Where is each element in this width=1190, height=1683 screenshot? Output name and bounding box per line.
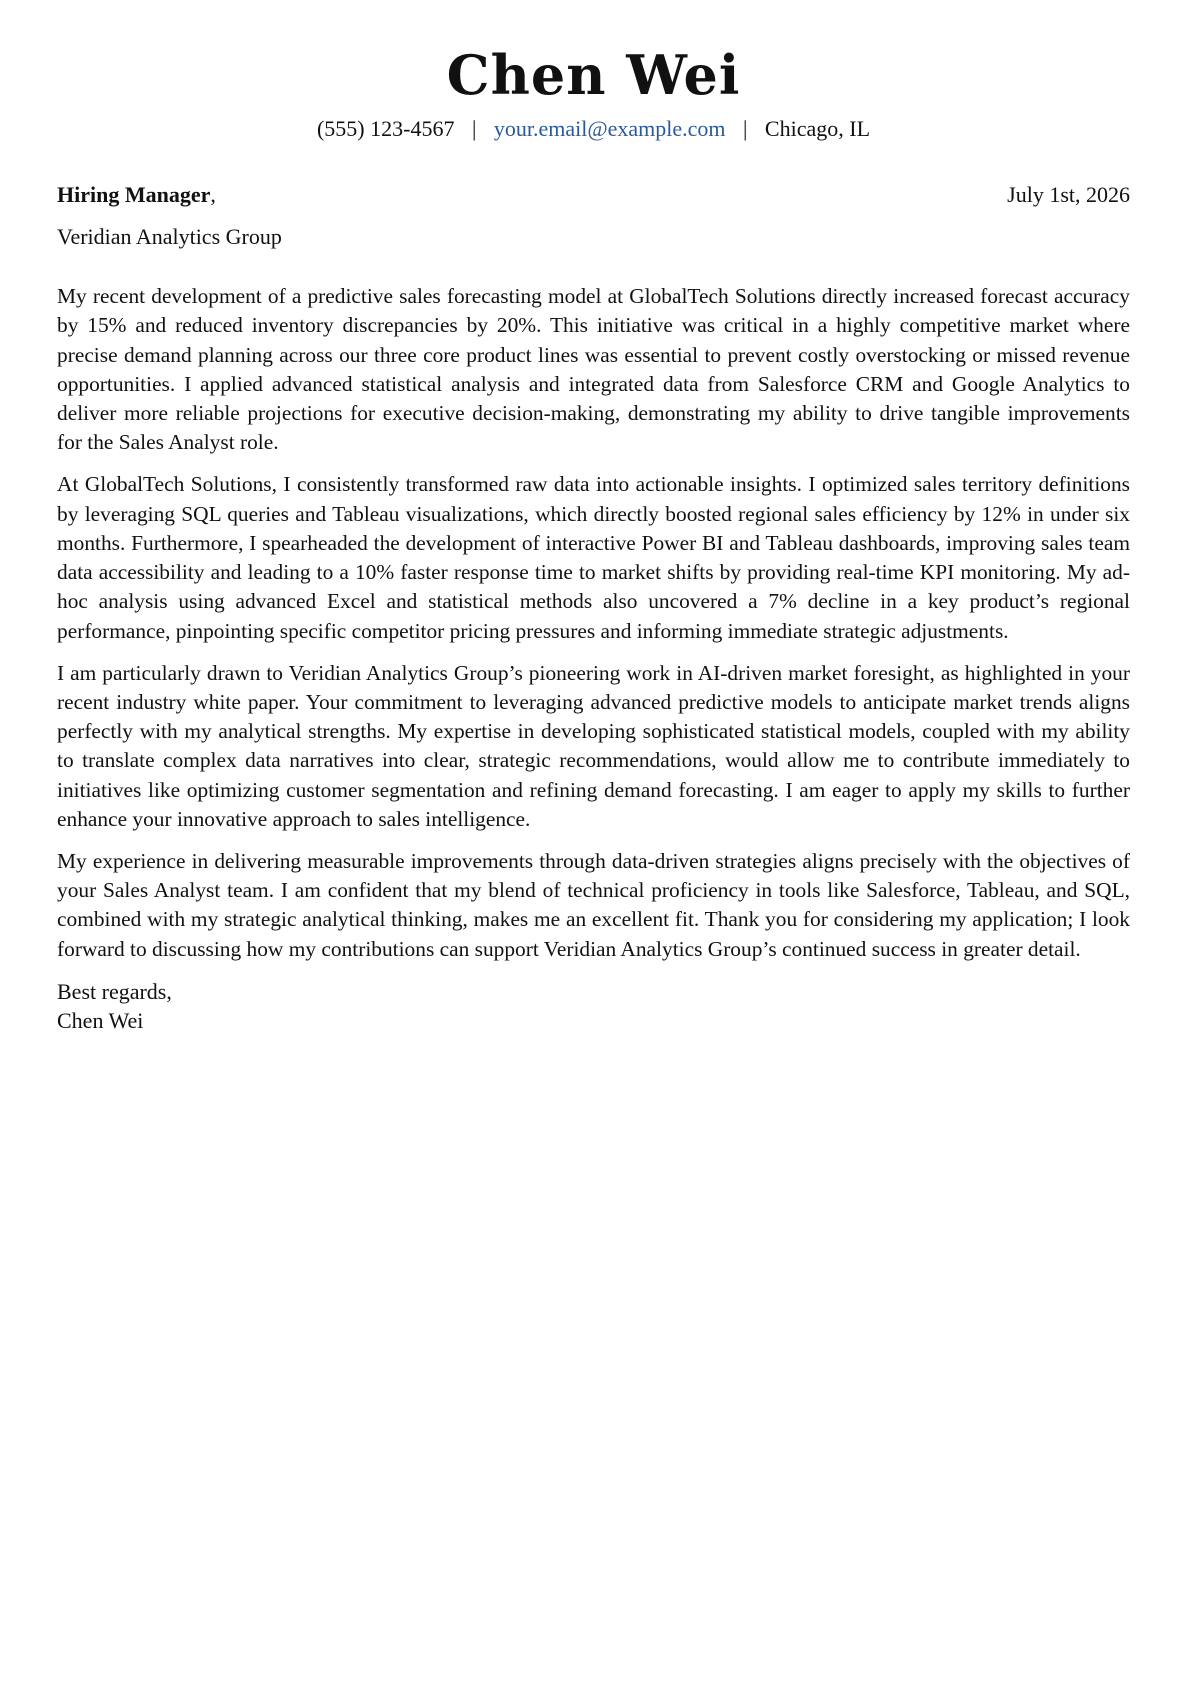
cover-letter-page bbox=[57, 40, 1130, 1035]
recipient-comma: , bbox=[210, 182, 216, 207]
recipient-row bbox=[57, 180, 1130, 210]
body-paragraph: At GlobalTech Solutions, I consistently transformed raw data into actionable insights. I optimized sales territory definitions by leveraging SQL queries and Tableau visualizations, which directly boosted regional sales efficiency by 12% in under six months. Furthermore, I spearheaded the development of interactive Power BI and Tableau dashboards, improving sales team data accessibility and leading to a 10% faster response time to market shifts by providing real-time KPI monitoring. My ad-hoc analysis using advanced Excel and statistical methods also uncovered a 7% decline in a key product’s regional performance, pinpointing specific competitor pricing pressures and informing immediate strategic adjustments. bbox=[57, 472, 1130, 643]
letter-date: July 1st, 2026 bbox=[1007, 182, 1130, 207]
recipient-company: Veridian Analytics Group bbox=[57, 224, 282, 249]
contact-separator: | bbox=[743, 116, 748, 141]
letter-body bbox=[57, 282, 1130, 964]
body-paragraph: My recent development of a predictive sales forecasting model at GlobalTech Solutions directly increased forecast accuracy by 15% and reduced inventory discrepancies by 20%. This initiative was critical in a highly competitive market where precise demand planning across our three core product lines was essential to prevent costly overstocking or missed revenue opportunities. I applied advanced statistical analysis and integrated data from Salesforce CRM and Google Analytics to deliver more reliable projections for executive decision-making, demonstrating my ability to drive tangible improvements for the Sales Analyst role. bbox=[57, 284, 1130, 455]
closing-signature: Chen Wei bbox=[57, 1007, 144, 1033]
applicant-name: Chen Wei bbox=[446, 43, 741, 107]
phone-number: (555) 123-4567 bbox=[316, 116, 455, 141]
email-link[interactable]: your.email@example.com bbox=[493, 116, 726, 141]
body-paragraph: My experience in delivering measurable improvements through data-driven strategies aligns precisely with the objectives of your Sales Analyst team. I am confident that my blend of technical proficiency in tools like Salesforce, Tableau, and SQL, combined with my strategic analytical thinking, makes me an excellent fit. Thank you for considering my application; I look forward to discussing how my contributions can support Veridian Analytics Group’s continued success in greater detail. bbox=[57, 848, 1130, 961]
recipient bbox=[57, 180, 216, 210]
contact-line bbox=[57, 114, 1130, 144]
letter-closing bbox=[57, 977, 1130, 1036]
recipient-name: Hiring Manager bbox=[57, 182, 211, 207]
location: Chicago, IL bbox=[764, 116, 871, 141]
contact-separator: | bbox=[471, 116, 477, 141]
body-paragraph: I am particularly drawn to Veridian Analytics Group’s pioneering work in AI-driven market foresight, as highlighted in your recent industry white paper. Your commitment to leveraging advanced predictive models to anticipate market trends aligns perfectly with my analytical strengths. My expertise in developing sophisticated statistical models, coupled with my ability to translate complex data narratives into clear, strategic recommendations, would allow me to contribute immediately to initiatives like optimizing customer segmentation and refining demand forecasting. I am eager to apply my skills to further enhance your innovative approach to sales intelligence. bbox=[57, 660, 1130, 832]
closing-salutation: Best regards, bbox=[57, 978, 172, 1004]
